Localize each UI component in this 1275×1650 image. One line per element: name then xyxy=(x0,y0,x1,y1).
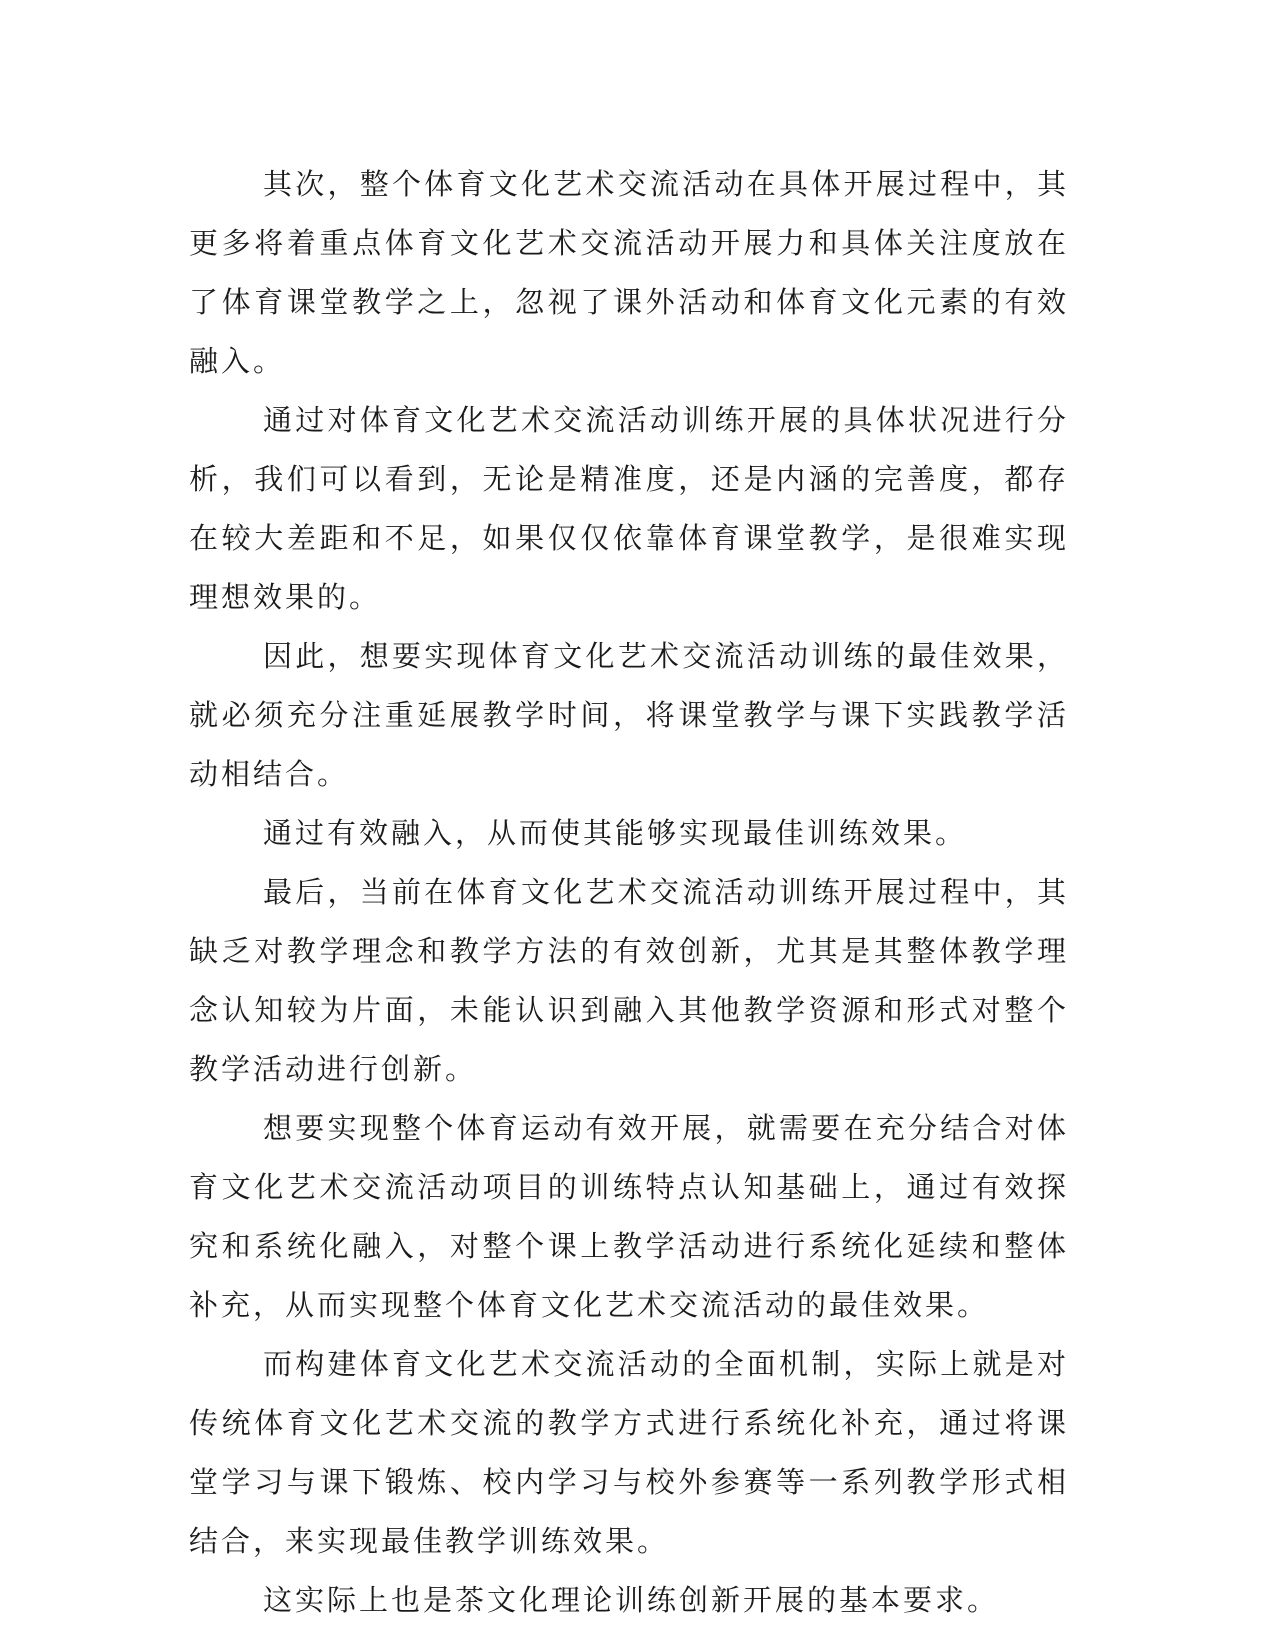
paragraph: 而构建体育文化艺术交流活动的全面机制，实际上就是对传统体育文化艺术交流的教学方式进行系统化补充，通过将课堂学习与课下锻炼、校内学习与校外参赛等一系列教学形式相结合，来实现最佳教学训练效果。 xyxy=(189,1347,1069,1558)
paragraph: 通过有效融入，从而使其能够实现最佳训练效果。 xyxy=(263,816,968,850)
paragraph: 因此，想要实现体育文化艺术交流活动训练的最佳效果，就必须充分注重延展教学时间，将课堂教学与课下实践教学活动相结合。 xyxy=(189,639,1069,791)
document-body xyxy=(189,155,1069,1630)
paragraph: 这实际上也是茶文化理论训练创新开展的基本要求。 xyxy=(263,1583,1000,1617)
paragraph: 想要实现整个体育运动有效开展，就需要在充分结合对体育文化艺术交流活动项目的训练特点认知基础上，通过有效探究和系统化融入，对整个课上教学活动进行系统化延续和整体补充，从而实现整个体育文化艺术交流活动的最佳效果。 xyxy=(189,1111,1069,1322)
paragraph: 其次，整个体育文化艺术交流活动在具体开展过程中，其更多将着重点体育文化艺术交流活动开展力和具体关注度放在了体育课堂教学之上，忽视了课外活动和体育文化元素的有效融入。 xyxy=(189,167,1069,378)
paragraph: 最后，当前在体育文化艺术交流活动训练开展过程中，其缺乏对教学理念和教学方法的有效创新，尤其是其整体教学理念认知较为片面，未能认识到融入其他教学资源和形式对整个教学活动进行创新。 xyxy=(189,875,1069,1086)
paragraph: 通过对体育文化艺术交流活动训练开展的具体状况进行分析，我们可以看到，无论是精准度，还是内涵的完善度，都存在较大差距和不足，如果仅仅依靠体育课堂教学，是很难实现理想效果的。 xyxy=(189,403,1069,614)
